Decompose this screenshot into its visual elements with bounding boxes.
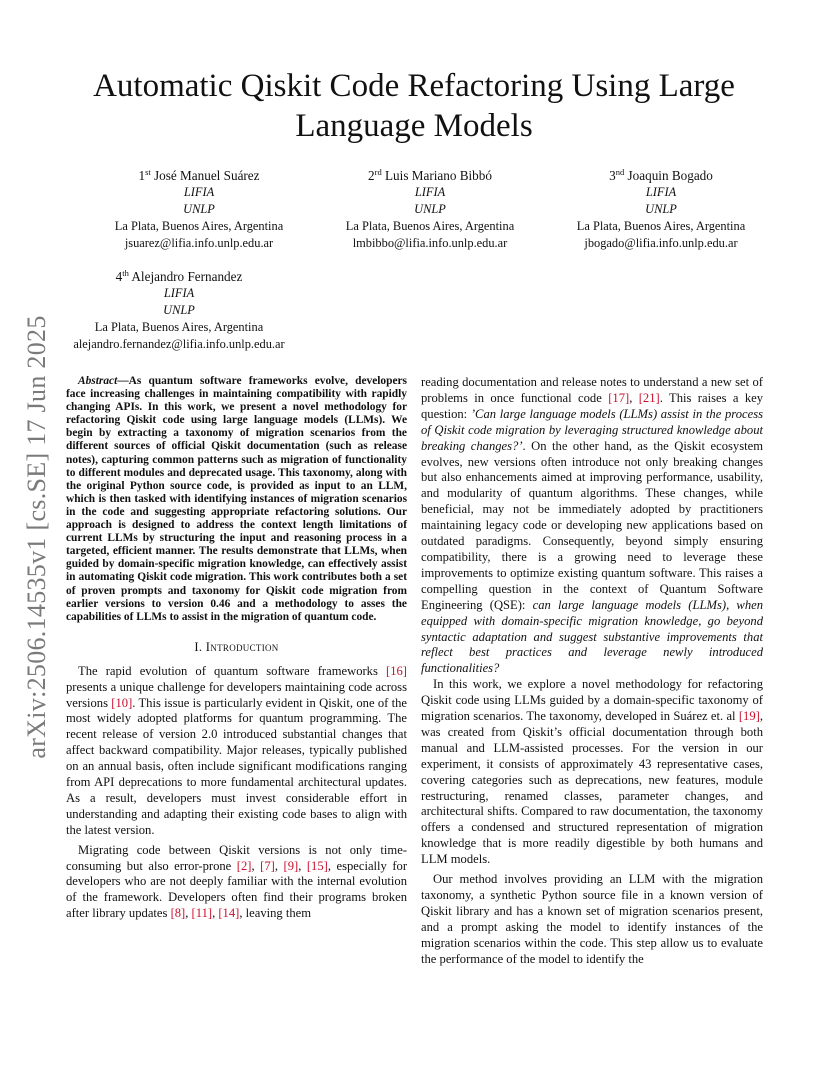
author-location: La Plata, Buenos Aires, Argentina	[345, 219, 515, 233]
paper-title: Automatic Qiskit Code Refactoring Using Large Language Models	[93, 68, 735, 144]
citation-link[interactable]: [14]	[218, 906, 240, 921]
citation-link[interactable]: [19]	[738, 709, 760, 724]
right-paragraph-3: Our method involves providing an LLM with the migration taxonomy, a synthetic Python source file in a known version of Qiskit library and has a known set of migration scenarios present, and a prompt asking the model to identify instances of the migration scenarios within the code. This step allow us to evaluate the performance of the model to identify the	[421, 872, 763, 966]
author-affiliation-2: UNLP	[414, 202, 446, 216]
citation-link[interactable]: [11]	[191, 906, 213, 921]
intro-paragraph-2	[66, 843, 407, 923]
author-email: lmbibbo@lifia.info.unlp.edu.ar	[352, 236, 508, 250]
key-question: ’Can large language models (LLMs) assist in the process of Qiskit code migration by leveraging structured knowledge about breaking changes?’	[421, 406, 763, 453]
author-block-2	[315, 164, 545, 252]
citation-link[interactable]: [16]	[386, 663, 407, 678]
text-span: . This raises a key question:	[421, 390, 764, 421]
author-name-text: Alejandro Fernandez	[128, 269, 243, 284]
text-span: , especially for developers who are not deeply familiar with the internal evolution of the framework. Developers often find their programs broken after library updates	[66, 858, 408, 921]
author-ordinal: 2	[368, 168, 375, 183]
text-span: ,	[185, 906, 192, 921]
text-span: presents a unique challenge for developers maintaining code across versions	[66, 679, 407, 710]
author-block-4	[61, 265, 297, 353]
author-name-text: Luis Mariano Bibbó	[381, 168, 492, 183]
author-name	[315, 164, 545, 184]
author-name	[546, 164, 776, 184]
author-ordinal-suffix: st	[145, 167, 151, 177]
text-span: The rapid evolution of quantum software frameworks	[78, 663, 387, 678]
text-span: reading documentation and release notes to understand a new set of problems in once functional code	[421, 375, 763, 405]
author-affiliation-1: LIFIA	[183, 185, 215, 199]
citation-link[interactable]: [21]	[638, 390, 660, 405]
text-span: . On the other hand, as the Qiskit ecosystem evolves, new versions often introduce not only breaking changes but also enhancements aimed at improving performance, usability, and modularity of quantum algorithms. These changes, while beneficial, may not be immediately adopted by practitioners maintaining legacy code or developing new applications based on outdated paradigms. Consequently, beyond simply ensuring compatibility, there is a growing need to leverage these improvements to optimize existing quantum software. This raises a compelling question in the context of Quantum Software Engineering (QSE):	[421, 438, 763, 612]
author-location: La Plata, Buenos Aires, Argentina	[94, 320, 264, 334]
text-span: ,	[298, 858, 307, 873]
right-paragraph-2	[421, 677, 763, 868]
author-ordinal: 1	[138, 168, 146, 183]
right-column	[421, 375, 763, 968]
author-location: La Plata, Buenos Aires, Argentina	[576, 219, 746, 233]
author-affiliation-2: UNLP	[183, 202, 215, 216]
author-ordinal: 4	[115, 269, 123, 284]
author-location: La Plata, Buenos Aires, Argentina	[114, 219, 284, 233]
author-name-text: José Manuel Suárez	[150, 168, 260, 183]
author-ordinal-suffix: rd	[374, 167, 382, 177]
author-ordinal: 3	[609, 168, 616, 183]
section-heading-introduction	[66, 640, 407, 656]
text-span: Migrating code between Qiskit versions is not only time-consuming but also error-prone	[66, 842, 407, 873]
author-name	[61, 265, 297, 285]
right-paragraph-1	[421, 375, 763, 677]
citation-link[interactable]: [9]	[283, 858, 299, 873]
text-span: ,	[274, 858, 284, 873]
abstract-heading: Abstract	[78, 375, 118, 387]
author-block-1	[84, 164, 314, 252]
author-name	[84, 164, 314, 184]
author-block-3	[546, 164, 776, 252]
citation-link[interactable]: [2]	[236, 858, 252, 873]
author-affiliation-1: LIFIA	[645, 185, 677, 199]
text-span: , was created from Qiskit’s official documentation through both manual and LLM-assisted processes. For the version in our experiment, it consists of approximately 43 representative cases, covering categories such as deprecations, new features, module restructuring, renamed classes, parameter changes, and architectural shifts. Compared to raw documentation, the taxonomy offers a condensed and structured representation of migration knowledge that is more readily digestible by both humans and LLM models.	[421, 709, 763, 867]
section-title: Introduction	[205, 639, 279, 654]
author-ordinal-suffix: th	[122, 268, 129, 278]
citation-link[interactable]: [7]	[260, 858, 275, 873]
text-span: In this work, we explore a novel methodology for refactoring Qiskit code using LLMs guided by a domain-specific taxonomy of migration scenarios. The taxonomy, developed in Suárez et. al	[421, 677, 763, 724]
author-email: jbogado@lifia.info.unlp.edu.ar	[584, 236, 738, 250]
arxiv-side-stamp	[14, 304, 60, 770]
text-span: . This issue is particularly evident in Qiskit, one of the most widely adopted platforms for quantum programming. The recent release of version 2.0 introduced substantial changes that affect backward compatibility. Major releases, typically published on an annual basis, often include significant modifications ranging from API deprecations to more fundamental architectural updates. As a result, developers must invest considerable effort in understanding and adapting their existing code bases to align with the latest version.	[66, 695, 408, 837]
author-affiliation-2: UNLP	[645, 202, 677, 216]
compelling-question: can large language models (LLMs), when equipped with domain-specific migration knowledge, go beyond syntactic adaptation and suggest substantive improvements that reflect best practices and leverage newly introduced functionalities?	[421, 597, 764, 676]
arxiv-stamp-text: arXiv:2506.14535v1 [cs.SE] 17 Jun 2025	[22, 315, 51, 759]
author-email: alejandro.fernandez@lifia.info.unlp.edu.ar	[73, 337, 285, 351]
citation-link[interactable]: [17]	[608, 390, 630, 405]
text-span: , leaving them	[239, 906, 312, 921]
author-name-text: Joaquin Bogado	[624, 168, 713, 183]
citation-link[interactable]: [8]	[170, 906, 186, 921]
citation-link[interactable]: [15]	[306, 858, 328, 873]
text-span: ,	[629, 390, 639, 405]
text-span: ,	[251, 858, 261, 873]
author-ordinal-suffix: nd	[615, 167, 625, 177]
abstract-text: —As quantum software frameworks evolve, developers face increasing challenges in maintaining compatibility with rapidly changing APIs. In this work, we present a novel methodology for refactoring Qiskit code using large language models (LLMs). We begin by extracting a taxonomy of migration scenarios from the different sources of official Qiskit documentation (such as release notes), capturing common patterns such as migration of functionality to different modules and deprecated usage. This taxonomy, along with the original Python source code, is provided as input to an LLM, which is then tasked with identifying instances of migration scenarios in the code and suggesting appropriate refactoring solutions. Our approach is designed to address the context length limitations of current LLMs by structuring the input and reasoning process in a targeted, efficient manner. The results demonstrate that LLMs, when guided by domain-specific migration knowledge, can effectively assist in automating Qiskit code migration. This work contributes both a set of proven prompts and taxonomy for Qiskit code migration from earlier versions to version 0.46 and a methodology to asses the capabilities of LLMs to assist in the migration of quantum code.	[66, 375, 407, 623]
section-number: I.	[194, 639, 206, 654]
author-email: jsuarez@lifia.info.unlp.edu.ar	[124, 236, 274, 250]
abstract	[66, 375, 407, 624]
left-column	[66, 375, 407, 922]
author-affiliation-1: LIFIA	[414, 185, 446, 199]
author-affiliation-1: LIFIA	[163, 286, 195, 300]
author-affiliation-2: UNLP	[163, 303, 195, 317]
citation-link[interactable]: [10]	[111, 695, 133, 710]
text-span: ,	[212, 906, 219, 921]
intro-paragraph-1	[66, 664, 407, 839]
